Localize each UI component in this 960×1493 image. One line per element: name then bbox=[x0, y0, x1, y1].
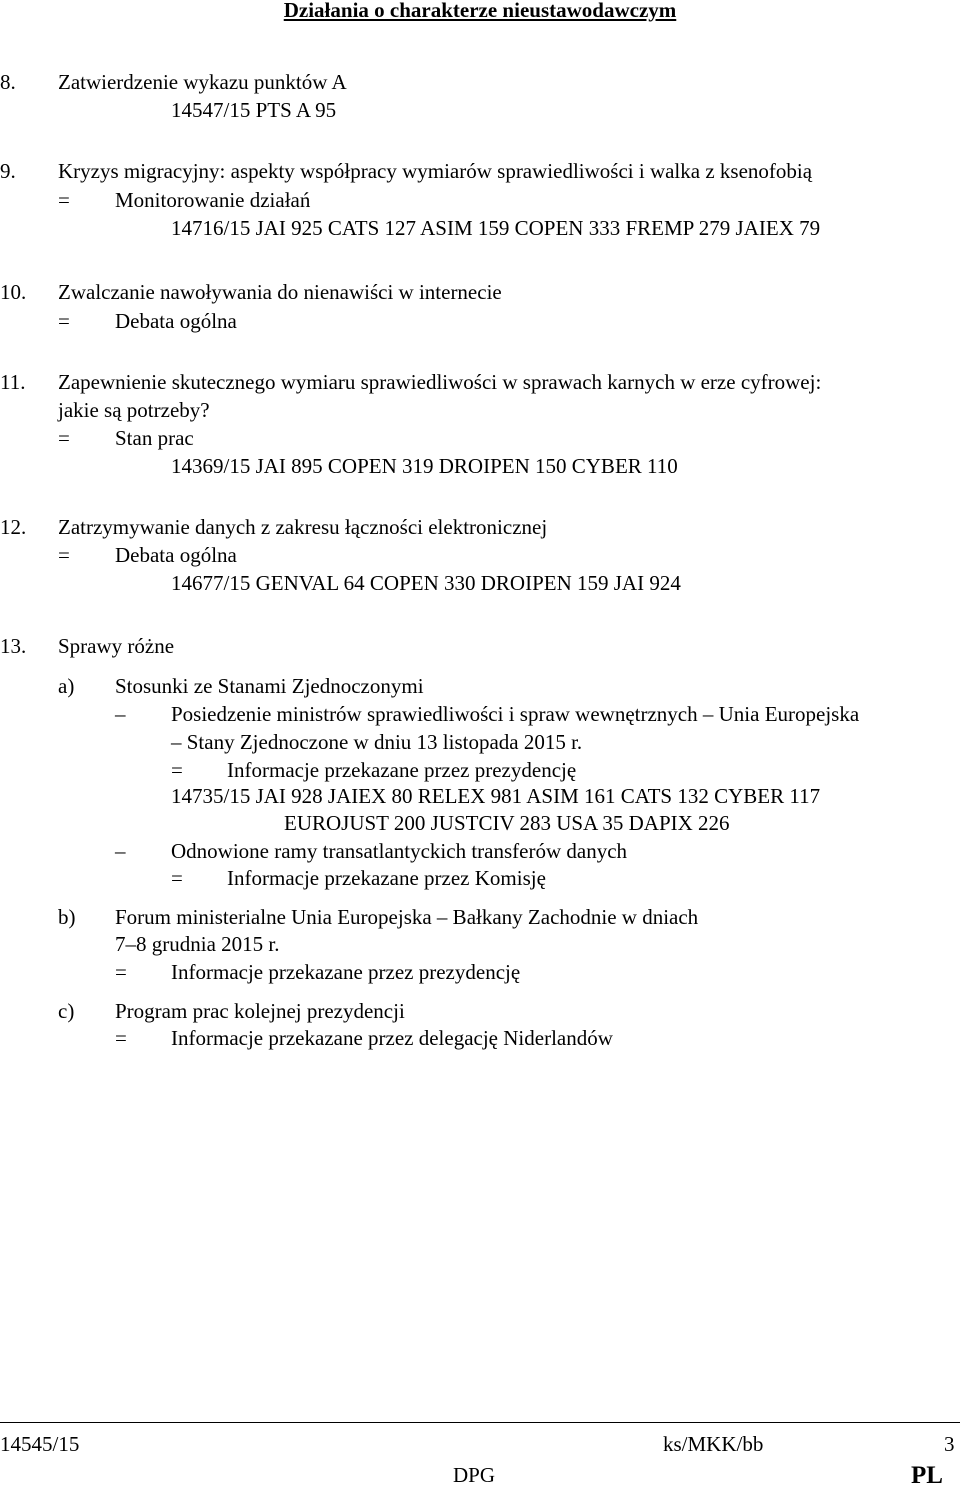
bullet-title-continuation: – Stany Zjednoczone w dniu 13 listopada 2015 r. bbox=[171, 730, 583, 754]
item-number: 9. bbox=[0, 159, 16, 183]
document-reference: 14547/15 PTS A 95 bbox=[171, 98, 337, 122]
item-status: Stan prac bbox=[115, 426, 194, 450]
item-title: Zatrzymywanie danych z zakresu łączności elektronicznej bbox=[58, 515, 548, 539]
document-number: 14545/15 bbox=[0, 1432, 80, 1456]
equals-marker: = bbox=[58, 309, 70, 333]
item-title: Kryzys migracyjny: aspekty współpracy wymiarów sprawiedliwości i walka z ksenofobią bbox=[58, 159, 813, 183]
equals-marker: = bbox=[58, 426, 70, 450]
document-reference: 14716/15 JAI 925 CATS 127 ASIM 159 COPEN 333 FREMP 279 JAIEX 79 bbox=[171, 216, 821, 240]
subitem-letter: b) bbox=[58, 905, 76, 929]
subitem-title: Program prac kolejnej prezydencji bbox=[115, 999, 405, 1023]
item-status: Debata ogólna bbox=[115, 543, 237, 567]
item-number: 12. bbox=[0, 515, 27, 539]
subitem-letter: c) bbox=[58, 999, 75, 1023]
item-status: Debata ogólna bbox=[115, 309, 237, 333]
item-title: Zatwierdzenie wykazu punktów A bbox=[58, 70, 347, 94]
bullet-dash: – bbox=[115, 839, 126, 863]
equals-marker: = bbox=[58, 188, 70, 212]
item-title: Zapewnienie skutecznego wymiaru sprawiedliwości w sprawach karnych w erze cyfrowej: bbox=[58, 370, 822, 394]
equals-marker: = bbox=[58, 543, 70, 567]
item-number: 13. bbox=[0, 634, 27, 658]
bullet-title: Posiedzenie ministrów sprawiedliwości i spraw wewnętrznych – Unia Europejska bbox=[171, 702, 860, 726]
page-heading: Działania o charakterze nieustawodawczym bbox=[283, 0, 677, 22]
footer-divider bbox=[0, 1422, 960, 1423]
equals-marker: = bbox=[171, 866, 183, 890]
language-code: PL bbox=[911, 1462, 943, 1489]
item-number: 8. bbox=[0, 70, 16, 94]
subitem-letter: a) bbox=[58, 674, 75, 698]
subitem-title: Stosunki ze Stanami Zjednoczonymi bbox=[115, 674, 424, 698]
document-reference-continuation: EUROJUST 200 JUSTCIV 283 USA 35 DAPIX 226 bbox=[284, 811, 730, 835]
page-number: 3 bbox=[944, 1432, 955, 1456]
equals-marker: = bbox=[115, 960, 127, 984]
item-number: 11. bbox=[0, 370, 26, 394]
item-title: Zwalczanie nawoływania do nienawiści w internecie bbox=[58, 280, 502, 304]
document-reference: 14369/15 JAI 895 COPEN 319 DROIPEN 150 CYBER 110 bbox=[171, 454, 678, 478]
subitem-status: Informacje przekazane przez delegację Niderlandów bbox=[171, 1026, 613, 1050]
equals-marker: = bbox=[171, 758, 183, 782]
item-status: Monitorowanie działań bbox=[115, 188, 311, 212]
document-reference: 14677/15 GENVAL 64 COPEN 330 DROIPEN 159 JAI 924 bbox=[171, 571, 681, 595]
bullet-title: Odnowione ramy transatlantyckich transferów danych bbox=[171, 839, 628, 863]
bullet-status: Informacje przekazane przez prezydencję bbox=[227, 758, 577, 782]
directorate-code: DPG bbox=[453, 1463, 496, 1487]
document-reference: 14735/15 JAI 928 JAIEX 80 RELEX 981 ASIM 161 CATS 132 CYBER 117 bbox=[171, 784, 821, 808]
subitem-title-continuation: 7–8 grudnia 2015 r. bbox=[115, 932, 280, 956]
item-number: 10. bbox=[0, 280, 27, 304]
item-title: Sprawy różne bbox=[58, 634, 175, 658]
bullet-dash: – bbox=[115, 702, 126, 726]
item-title-continuation: jakie są potrzeby? bbox=[58, 398, 210, 422]
subitem-status: Informacje przekazane przez prezydencję bbox=[171, 960, 521, 984]
author-initials: ks/MKK/bb bbox=[663, 1432, 764, 1456]
equals-marker: = bbox=[115, 1026, 127, 1050]
subitem-title: Forum ministerialne Unia Europejska – Bałkany Zachodnie w dniach bbox=[115, 905, 699, 929]
bullet-status: Informacje przekazane przez Komisję bbox=[227, 866, 546, 890]
